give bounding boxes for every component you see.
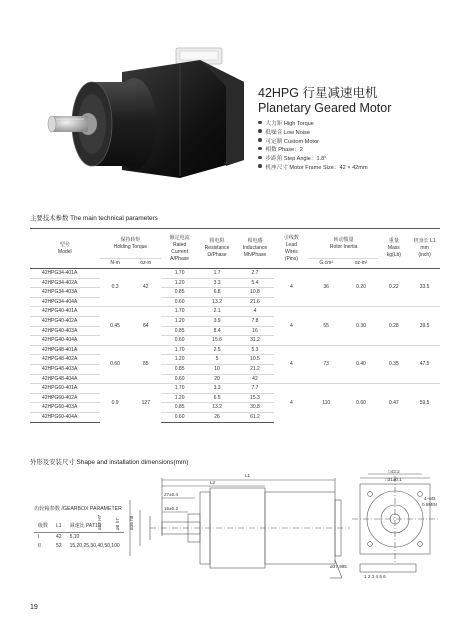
label-boss: ø36 h8 [129,515,134,530]
cell-current: 0.85 [161,364,198,374]
cell-inductance: 21.6 [236,297,274,307]
cell-resistance: 6.8 [198,288,236,298]
cell-model: 42HPG48-401A [30,345,100,355]
cell-torque-nm: 0.3 [100,269,131,307]
cell-model: 42HPG60-404A [30,412,100,422]
header-lead-wires: 引线数 Lead Wires (Pins) [274,229,309,269]
label-shaft-length: 27±0.4 [164,492,179,497]
gearbox-head-stage: 级数 [34,522,52,532]
cell-inertia-ozin2: 0.30 [344,307,379,345]
feature-item: 可定制 Custom Motor [258,138,368,147]
cell-inertia-gcm2: 73 [309,345,344,383]
cell-inductance: 2.7 [236,269,274,279]
cell-current: 1.70 [161,307,198,317]
cell-model: 42HPG40-403A [30,326,100,336]
cell-resistance: 3.3 [198,278,236,288]
cell-resistance: 15.6 [198,336,236,346]
cell-inductance: 61.2 [236,412,274,422]
label-pilot: ø22 H7 [97,514,102,530]
cell-model: 42HPG40-404A [30,336,100,346]
cell-length: 47.5 [409,345,440,383]
bullet-icon [258,129,262,133]
cell-model: 42HPG48-403A [30,364,100,374]
cell-current: 1.20 [161,316,198,326]
cell-inertia-gcm2: 110 [309,384,344,422]
label-pins: 1 2 3 4 5 6 [364,574,386,579]
header-unit-gcm2: G.cm² [309,259,344,269]
cell-resistance: 5 [198,355,236,365]
cell-current: 0.85 [161,403,198,413]
cell-inductance: 10.5 [236,355,274,365]
header-rated-current: 额定电流 Rated Current A/Phase [161,229,198,269]
cell-length: 59.5 [409,384,440,422]
header-inductance: 相电感 Inductance Mh/Phase [236,229,274,269]
gearbox-head-ratio: 减速比 PAT10 [66,522,124,532]
gearbox-title: 齿轮箱参数 /GEARBOX PARAMETER [34,506,122,512]
cell-inductance: 21.2 [236,364,274,374]
cell-resistance: 3.3 [198,384,236,394]
cell-length: 33.5 [409,269,440,307]
header-mass: 重量 Mass kg(Lb) [378,229,409,269]
cell-model: 42HPG48-404A [30,374,100,384]
bullet-icon [258,138,262,142]
cell-current: 0.60 [161,336,198,346]
cell-lead-wires: 4 [274,345,309,383]
gearbox-head-l1: L1 [52,522,66,532]
header-holding-torque: 保持转矩 Holding Torque [100,229,162,259]
cell-current: 0.85 [161,288,198,298]
cell-current: 1.20 [161,393,198,403]
cell-torque-ozin: 42 [130,269,161,307]
table-row: II 52 15,20,25,30,40,50,100 [38,543,120,549]
cell-inertia-ozin2: 0.20 [344,269,379,307]
product-title-cn: 42HPG 行星减速电机 [258,86,378,100]
cell-resistance: 2.5 [198,345,236,355]
cell-lead-wires: 4 [274,307,309,345]
cell-inertia-ozin2: 0.40 [344,345,379,383]
feature-list [258,120,368,173]
table-row [30,345,440,355]
cell-current: 0.60 [161,412,198,422]
cell-inductance: 42 [236,374,274,384]
cell-mass: 0.35 [378,345,409,383]
bullet-icon [258,147,262,151]
bullet-icon [258,164,262,168]
cell-lead-wires: 4 [274,269,309,307]
cell-inductance: 7.8 [236,316,274,326]
feature-item: 大力矩 High Torque [258,120,368,129]
cell-current: 0.60 [161,374,198,384]
cell-model: 42HPG34-403A [30,288,100,298]
header-rotor-inertia: 转动惯量 Rotor Inertia [309,229,379,259]
cell-mass: 0.28 [378,307,409,345]
cell-mass: 0.47 [378,384,409,422]
label-frame: □42.2 [388,470,400,474]
cell-lead-wires: 4 [274,384,309,422]
cell-model: 42HPG40-401A [30,307,100,317]
header-model: 型号 Model [30,229,100,269]
dimensions-section-title: 外形及安装尺寸 Shape and installation dimensions(mm) [30,459,189,466]
cell-torque-ozin: 64 [130,307,161,345]
label-connector: ø37.985 [330,564,347,569]
cell-current: 1.70 [161,345,198,355]
cell-current: 1.70 [161,384,198,394]
cell-resistance: 13.2 [198,403,236,413]
cell-mass: 0.22 [378,269,409,307]
cell-torque-ozin: 127 [130,384,161,422]
table-row: I 42 5,10 [38,533,80,540]
header-unit-ozin2: oz-in² [344,259,379,269]
cell-model: 42HPG48-402A [30,355,100,365]
header-unit-ozin: oz-in [130,259,161,269]
feature-item: 步距角 Step Angle：1.8° [258,155,368,164]
gearbox-table [34,522,124,552]
cell-inductance: 5.3 [236,345,274,355]
hero-section [30,20,438,200]
label-key-length: 15±0.2 [164,506,179,511]
feature-item: 相数 Phase：2 [258,146,368,155]
cell-inertia-gcm2: 36 [309,269,344,307]
label-l1: L1 [245,473,251,478]
spec-table [30,228,440,423]
header-unit-nm: N·m [100,259,131,269]
cell-resistance: 2.1 [198,307,236,317]
cell-model: 42HPG34-402A [30,278,100,288]
cell-model: 42HPG60-401A [30,384,100,394]
planetary-geared-motor-photo [30,20,280,200]
cell-model: 42HPG40-402A [30,316,100,326]
cell-resistance: 8.4 [198,326,236,336]
cell-inductance: 7.7 [236,384,274,394]
label-shaft: ø8 h7 [115,518,120,530]
cell-current: 1.70 [161,269,198,279]
cell-resistance: 26 [198,412,236,422]
header-resistance: 相电阻 Resistance Ω/Phase [198,229,236,269]
feature-item: 低噪音 Low Noise [258,129,368,138]
cell-current: 1.20 [161,278,198,288]
spec-table-body [30,269,440,423]
cell-current: 0.60 [161,297,198,307]
cell-resistance: 13.2 [198,297,236,307]
cell-inductance: 31.2 [236,336,274,346]
cell-current: 1.20 [161,355,198,365]
cell-torque-nm: 0.9 [100,384,131,422]
cell-inertia-gcm2: 55 [309,307,344,345]
table-row [30,384,440,394]
cell-inductance: 30.8 [236,403,274,413]
label-l2: L2 [210,480,216,485]
cell-resistance: 6.5 [198,393,236,403]
spec-section-title: 主要技术参数 The main technical parameters [30,215,158,222]
table-row [30,269,440,279]
page-number: 19 [30,604,38,611]
feature-item: 机座尺寸 Motor Frame Size：42 × 42mm [258,164,368,173]
cell-torque-nm: 0.60 [100,345,131,383]
cell-current: 0.85 [161,326,198,336]
cell-model: 42HPG60-403A [30,403,100,413]
cell-inductance: 15.3 [236,393,274,403]
cell-model: 42HPG34-404A [30,297,100,307]
cell-resistance: 10 [198,364,236,374]
cell-resistance: 1.7 [198,269,236,279]
cell-model: 42HPG34-401A [30,269,100,279]
cell-inertia-ozin2: 0.60 [344,384,379,422]
cell-inductance: 10.8 [236,288,274,298]
cell-inductance: 5.4 [236,278,274,288]
product-title-en: Planetary Geared Motor [258,101,392,115]
cell-inductance: 16 [236,326,274,336]
bullet-icon [258,121,262,125]
label-hole-pitch: □31±0.1 [385,477,402,482]
cell-resistance: 20 [198,374,236,384]
cell-resistance: 3.9 [198,316,236,326]
cell-model: 42HPG60-402A [30,393,100,403]
cell-length: 39.5 [409,307,440,345]
label-depth: 0.5MIN [422,502,437,507]
cell-torque-nm: 0.45 [100,307,131,345]
cell-torque-ozin: 85 [130,345,161,383]
label-holes: 4–M3 [424,496,436,501]
table-row [30,307,440,317]
cell-inductance: 4 [236,307,274,317]
bullet-icon [258,156,262,160]
product-title [258,86,391,116]
header-length: 机身长 L1 mm (inch) [409,229,440,269]
